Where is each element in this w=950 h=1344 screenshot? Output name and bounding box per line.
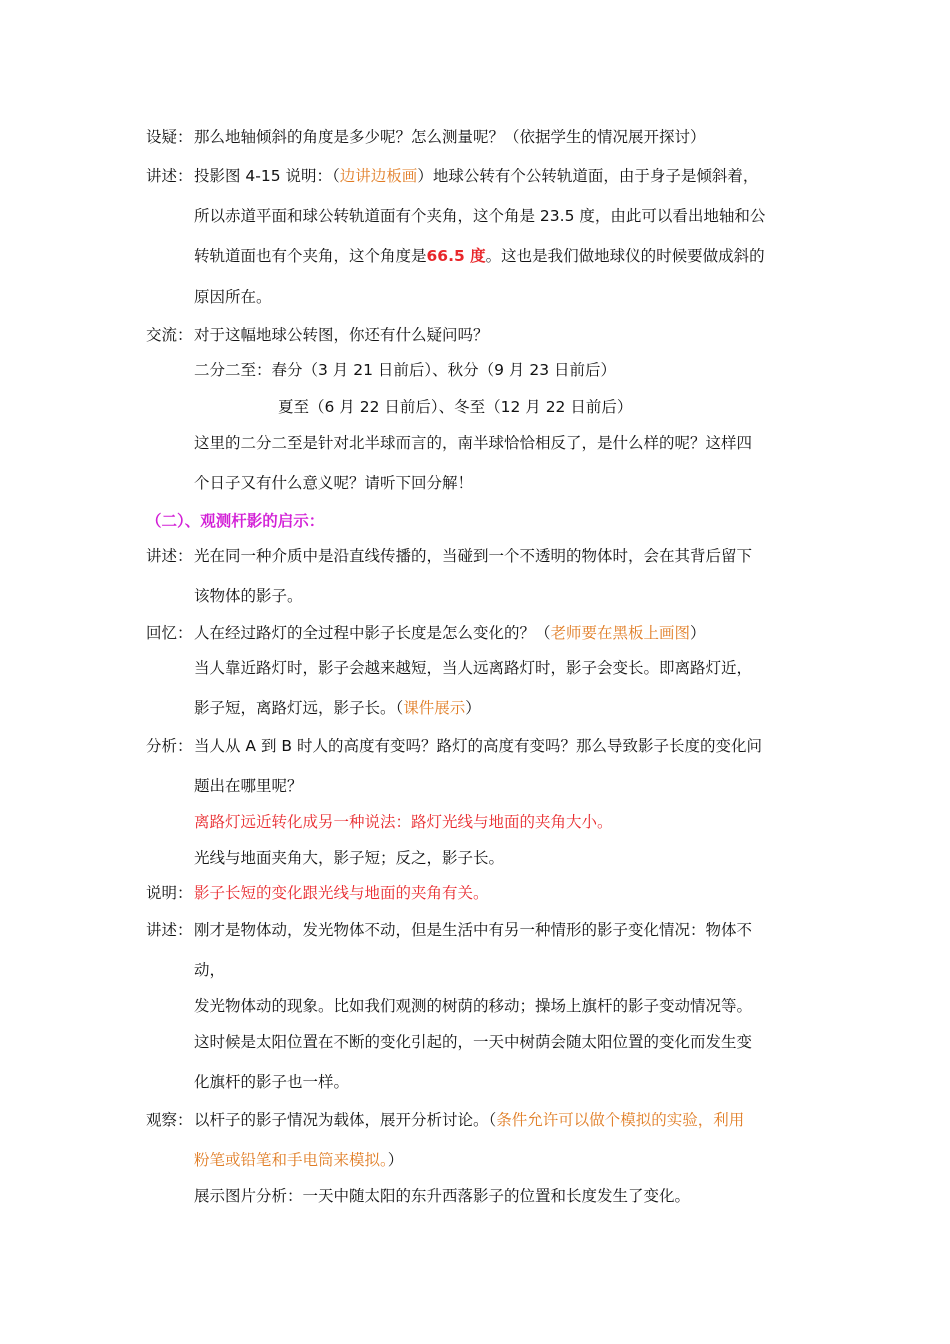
recall-line3-a: 影子短，离路灯远，影子长。（ (194, 699, 404, 717)
recall-line1-c: ） (690, 624, 706, 642)
courseware-note: 课件展示 (403, 699, 466, 717)
lecture1-line1-a: 投影图 4-15 说明：（ (194, 167, 340, 185)
lecture2-label: 讲述： (146, 547, 193, 565)
lecture3-line5: 化旗杆的影子也一样。 (194, 1073, 350, 1091)
lecture1-line2: 所以赤道平面和球公转轨道面有个夹角，这个角是 23.5 度，由此可以看出地轴和公 (194, 207, 766, 225)
exchange-line2: 二分二至：春分（3 月 21 日前后）、秋分（9 月 23 日前后） (194, 361, 616, 379)
recall-label: 回忆： (146, 624, 193, 642)
lecture1-line1-c: ）地球公转有个公转轨道面，由于身子是倾斜着， (417, 167, 759, 185)
lecture1-label: 讲述： (146, 167, 193, 185)
analysis-line3: 离路灯远近转化成另一种说法：路灯光线与地面的夹角大小。 (194, 813, 613, 831)
angle-value: 66.5 度 (426, 247, 486, 265)
exchange-label: 交流： (146, 326, 193, 344)
lecture1-line4: 原因所在。 (194, 288, 272, 306)
experiment-note: 条件允许可以做个模拟的实验，利用 (496, 1111, 745, 1129)
lecture3-line3: 发光物体动的现象。比如我们观测的树荫的移动；操场上旗杆的影子变动情况等。 (194, 997, 753, 1015)
lecture1-line3-c: 。这也是我们做地球仪的时候要做成斜的 (485, 247, 765, 265)
exchange-line5: 个日子又有什么意义呢？请听下回分解！ (194, 474, 474, 492)
lecture2-line2: 该物体的影子。 (194, 587, 303, 605)
query-text: 那么地轴倾斜的角度是多少呢？怎么测量呢？（依据学生的情况展开探讨） (194, 128, 706, 146)
analysis-label: 分析： (146, 737, 193, 755)
lecture3-label: 讲述： (146, 921, 193, 939)
teacher-draw-note: 老师要在黑板上画图 (550, 624, 691, 642)
lecture3-line2: 动， (194, 961, 226, 979)
lecture1-line3 (194, 246, 765, 266)
analysis-line1: 当人从 A 到 B 时人的高度有变吗？路灯的高度有变吗？那么导致影子长度的变化问 (194, 737, 762, 755)
observe-line1-a: 以杆子的影子情况为载体，展开分析讨论。（ (194, 1111, 497, 1129)
recall-line1 (194, 623, 706, 643)
observe-line3: 展示图片分析：一天中随太阳的东升西落影子的位置和长度发生了变化。 (194, 1187, 691, 1205)
query-label: 设疑： (146, 128, 193, 146)
lecture3-line4: 这时候是太阳位置在不断的变化引起的，一天中树荫会随太阳位置的变化而发生变 (194, 1033, 753, 1051)
observe-line2-b: ） (387, 1151, 404, 1169)
exchange-line3: 夏至（6 月 22 日前后）、冬至（12 月 22 日前后） (278, 398, 633, 416)
recall-line2: 当人靠近路灯时，影子会越来越短，当人远离路灯时，影子会变长。即离路灯近， (194, 659, 753, 677)
lecture1-line1 (194, 166, 758, 186)
observe-line1 (194, 1110, 744, 1130)
exchange-line1: 对于这幅地球公转图，你还有什么疑问吗？ (194, 326, 489, 344)
board-drawing-note: 边讲边板画 (339, 167, 418, 185)
analysis-line4: 光线与地面夹角大，影子短；反之，影子长。 (194, 849, 505, 867)
recall-line3-c: ） (465, 699, 481, 717)
recall-line3 (194, 698, 481, 718)
explain-label: 说明： (146, 884, 193, 902)
lecture2-line1: 光在同一种介质中是沿直线传播的，当碰到一个不透明的物体时，会在其背后留下 (194, 547, 753, 565)
experiment-note-cont: 粉笔或铅笔和手电筒来模拟。 (194, 1151, 388, 1169)
observe-line2 (194, 1150, 403, 1170)
section-heading: （二）、观测杆影的启示： (146, 512, 325, 530)
explain-text: 影子长短的变化跟光线与地面的夹角有关。 (194, 884, 489, 902)
analysis-line2: 题出在哪里呢？ (194, 777, 303, 795)
recall-line1-a: 人在经过路灯的全过程中影子长度是怎么变化的？（ (194, 624, 551, 642)
exchange-line4: 这里的二分二至是针对北半球而言的，南半球恰恰相反了，是什么样的呢？这样四 (194, 434, 753, 452)
lecture1-line3-a: 转轨道面也有个夹角，这个角度是 (194, 247, 427, 265)
lecture3-line1: 刚才是物体动，发光物体不动，但是生活中有另一种情形的影子变化情况：物体不 (194, 921, 753, 939)
observe-label: 观察： (146, 1111, 193, 1129)
